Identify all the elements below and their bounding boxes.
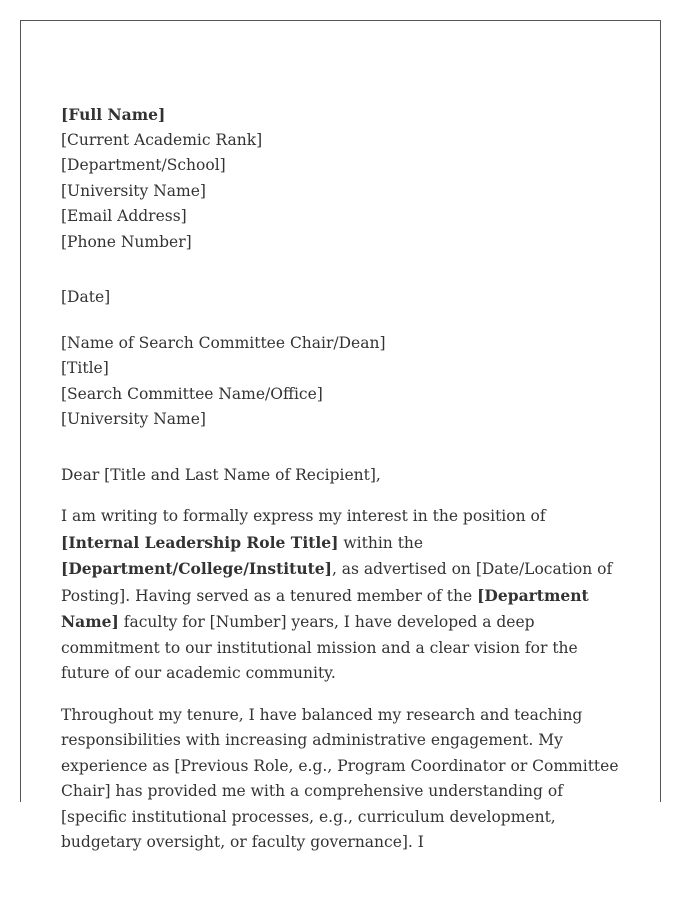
letter-body <box>61 102 621 871</box>
sender-university: [University Name] <box>61 181 206 200</box>
sender-phone: [Phone Number] <box>61 232 192 251</box>
recipient-office: [Search Committee Name/Office] <box>61 384 323 403</box>
paragraph-intro-text-1: I am writing to formally express my interest in the position of <box>61 507 546 525</box>
letter-page <box>20 20 661 851</box>
paragraph-intro-text-2: within the <box>338 533 424 552</box>
sender-email: [Email Address] <box>61 207 187 225</box>
sender-department: [Department/School] <box>61 156 226 174</box>
recipient-university: [University Name] <box>61 410 206 428</box>
sender-block <box>61 102 621 255</box>
letter-date: [Date] <box>61 288 111 306</box>
paragraph-intro <box>61 504 621 687</box>
salutation: Dear [Title and Last Name of Recipient], <box>61 465 381 484</box>
dept-name-placeholder: [Department Name] <box>61 585 589 631</box>
recipient-name: [Name of Search Committee Chair/Dean] <box>61 333 386 352</box>
paragraph-experience: Throughout my tenure, I have balanced my research and teaching responsibilities with increasing administrative engagement. My experience as [Previous Role, e.g., Program Coordinator or Committee Chair] has provided me with a comprehensive understanding of [specific institutional processes, e.g., curriculum development, budgetary oversight, or faculty governance]. I <box>61 705 619 851</box>
paragraph-intro-text-4: faculty for [Number] years, I have developed a deep commitment to our institutional mission and a clear vision for the future of our academic community. <box>61 613 578 682</box>
sender-full-name: [Full Name] <box>61 105 166 124</box>
paragraph-intro-text-3: , as advertised on [Date/Location of Posting]. Having served as a tenured member of the <box>61 560 613 605</box>
dept-college-placeholder: [Department/College/Institute] <box>61 559 332 578</box>
recipient-block <box>61 331 621 433</box>
recipient-title: [Title] <box>61 359 109 377</box>
sender-rank: [Current Academic Rank] <box>61 130 263 149</box>
role-title-placeholder: [Internal Leadership Role Title] <box>61 532 339 552</box>
